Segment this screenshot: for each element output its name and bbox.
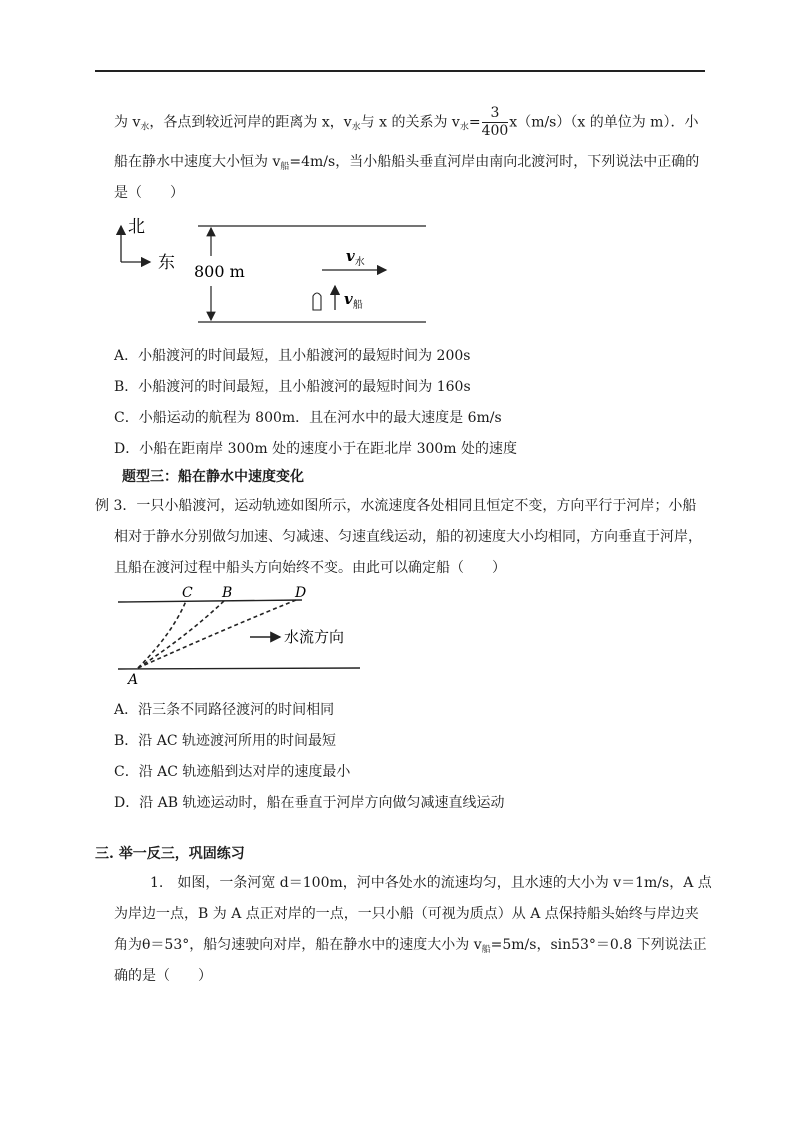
width-label: 800 m bbox=[194, 262, 245, 281]
point-c-label: C bbox=[182, 585, 193, 601]
trajectory-figure bbox=[112, 584, 362, 688]
section-type3-heading: 题型三：船在静水中速度变化 bbox=[122, 469, 304, 485]
path-ac bbox=[138, 601, 186, 668]
q2-line-1: 为 $v_水$，各点到较近河岸的距离为 x，$v_水$与 x 的关系为 $v_水=$ $\frac{3}{400}$ x（m/s）（x 的单位为 m）．小 bbox=[114, 105, 699, 139]
q2-option-a: A．小船渡河的时间最短，且小船渡河的最短时间为 200s bbox=[114, 348, 471, 364]
boat-icon bbox=[313, 293, 321, 310]
p1-line-3: 角为θ＝53°，船匀速驶向对岸，船在静水中的速度大小为 $v_船=5m/s$，sin53°＝0.8 下列说法正 bbox=[114, 937, 707, 955]
ex3-option-a: A．沿三条不同路径渡河的时间相同 bbox=[114, 702, 335, 718]
east-label: 东 bbox=[158, 253, 175, 273]
point-b-label: B bbox=[222, 585, 233, 601]
ex3-option-d: D．沿 AB 轨迹运动时，船在垂直于河岸方向做匀减速直线运动 bbox=[114, 795, 505, 811]
north-label: 北 bbox=[128, 217, 145, 237]
ex3-option-b: B．沿 AC 轨迹渡河所用的时间最短 bbox=[114, 733, 337, 749]
ex3-line-3: 且船在渡河过程中船头方向始终不变。由此可以确定船（ ） bbox=[114, 560, 506, 576]
flow-label: 水流方向 bbox=[284, 628, 345, 646]
q2-option-d: D．小船在距南岸 300m 处的速度小于在距北岸 300m 处的速度 bbox=[114, 441, 518, 457]
q2-option-b: B．小船渡河的时间最短，且小船渡河的最短时间为 160s bbox=[114, 379, 471, 395]
water-velocity-label: $v_水$ bbox=[346, 247, 365, 268]
point-d-label: D bbox=[295, 585, 307, 601]
boat-velocity-label: $v_船$ bbox=[344, 290, 363, 311]
p1-line-4: 确的是（ ） bbox=[114, 968, 212, 984]
ex3-line-1: 例 3．一只小船渡河，运动轨迹如图所示，水流速度各处相同且恒定不变，方向平行于河岸；小船 bbox=[95, 498, 697, 514]
ex3-option-c: C．沿 AC 轨迹船到达对岸的速度最小 bbox=[114, 764, 351, 780]
river-figure bbox=[110, 210, 440, 335]
section-3-heading: 三. 举一反三，巩固练习 bbox=[95, 846, 245, 862]
q2-line-2: 船在静水中速度大小恒为 $v_船=4m/s$，当小船船头垂直河岸由南向北渡河时，下列说法中正确的 bbox=[114, 154, 700, 172]
point-a-label: A bbox=[128, 672, 139, 688]
p1-line-1: 1. 如图，一条河宽 d＝100m，河中各处水的流速均匀，且水速的大小为 v＝1m/s，A 点 bbox=[150, 875, 712, 891]
path-ad bbox=[138, 600, 296, 668]
fraction: $\frac{3}{400}$ bbox=[481, 105, 509, 139]
p1-line-2: 为岸边一点，B 为 A 点正对岸的一点，一只小船（可视为质点）从 A 点保持船头始终与岸边夹 bbox=[114, 906, 699, 922]
ex3-line-2: 相对于静水分别做匀加速、匀减速、匀速直线运动，船的初速度大小均相同，方向垂直于河岸， bbox=[114, 529, 702, 545]
far-bank bbox=[118, 600, 302, 602]
q2-option-c: C．小船运动的航程为 800m．且在河水中的最大速度是 6m/s bbox=[114, 410, 502, 426]
q2-line-3: 是（ ） bbox=[114, 185, 184, 201]
near-bank bbox=[118, 668, 360, 669]
header-rule bbox=[95, 70, 705, 72]
